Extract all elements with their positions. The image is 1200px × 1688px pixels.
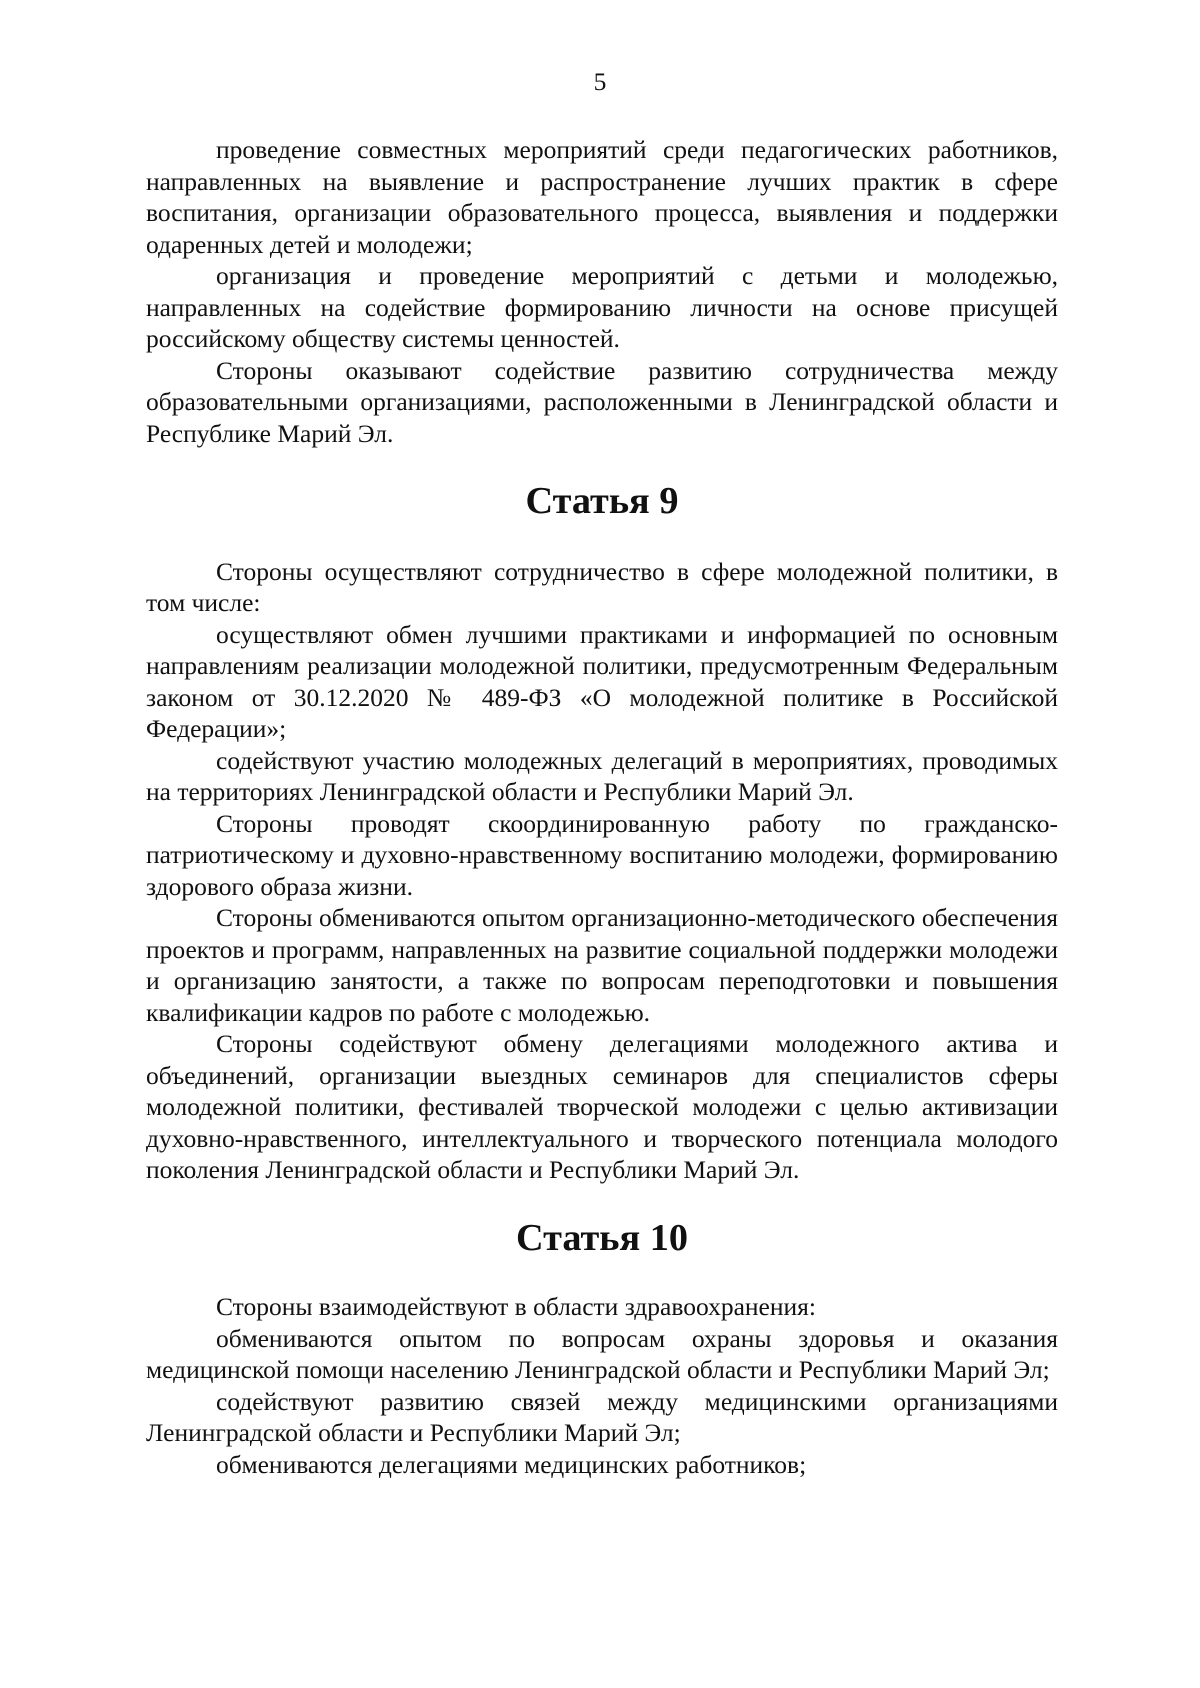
paragraph: Стороны содействуют обмену делегациями молодежного актива и объединений, организации выездных семинаров для специалистов сферы молодежной политики, фестивалей творческой молодежи с целью активизации духовно-нравственного, интеллектуального и творческого потенциала молодого поколения Ленинградской области и Республики Марий Эл. [146,1029,1058,1184]
paragraph: обмениваются делегациями медицинских работников; [216,1449,807,1479]
document-body [146,134,1058,1480]
paragraph: содействуют развитию связей между медицинскими организациями Ленинградской области и Республики Марий Эл; [146,1386,1058,1447]
paragraph: осуществляют обмен лучшими практиками и информацией по основным направлениям реализации молодежной политики, предусмотренным Федеральным законом от 30.12.2020 № 489-ФЗ «О молодежной политике в Российской Федерации»; [146,619,1058,743]
paragraph: организация и проведение мероприятий с детьми и молодежью, направленных на содействие формированию личности на основе присущей российскому обществу системы ценностей. [146,261,1058,353]
paragraph: обмениваются опытом по вопросам охраны здоровья и оказания медицинской помощи населению Ленинградской области и Республики Марий Эл; [146,1323,1058,1384]
article-heading: Статья 9 [525,480,679,522]
paragraph: Стороны обмениваются опытом организационно-методического обеспечения проектов и программ, направленных на развитие социальной поддержки молодежи и организацию занятости, а также по вопросам переподготовки и повышения квалификации кадров по работе с молодежью. [146,903,1058,1027]
paragraph: проведение совместных мероприятий среди педагогических работников, направленных на выявление и распространение лучших практик в сфере воспитания, организации образовательного процесса, выявления и поддержки одаренных детей и молодежи; [146,135,1058,259]
paragraph: содействуют участию молодежных делегаций в мероприятиях, проводимых на территориях Ленинградской области и Республики Марий Эл. [146,745,1058,806]
article-heading: Статья 10 [515,1216,689,1259]
paragraph: Стороны оказывают содействие развитию сотрудничества между образовательными организациями, расположенными в Ленинградской области и Республике Марий Эл. [146,355,1058,448]
page-number: 5 [593,67,607,96]
paragraph: Стороны взаимодействуют в области здравоохранения: [216,1292,816,1321]
paragraph: Стороны осуществляют сотрудничество в сфере молодежной политики, в том числе: [146,556,1058,617]
paragraph: Стороны проводят скоординированную работу по гражданско-патриотическому и духовно-нравственному воспитанию молодежи, формированию здорового образа жизни. [146,808,1058,901]
